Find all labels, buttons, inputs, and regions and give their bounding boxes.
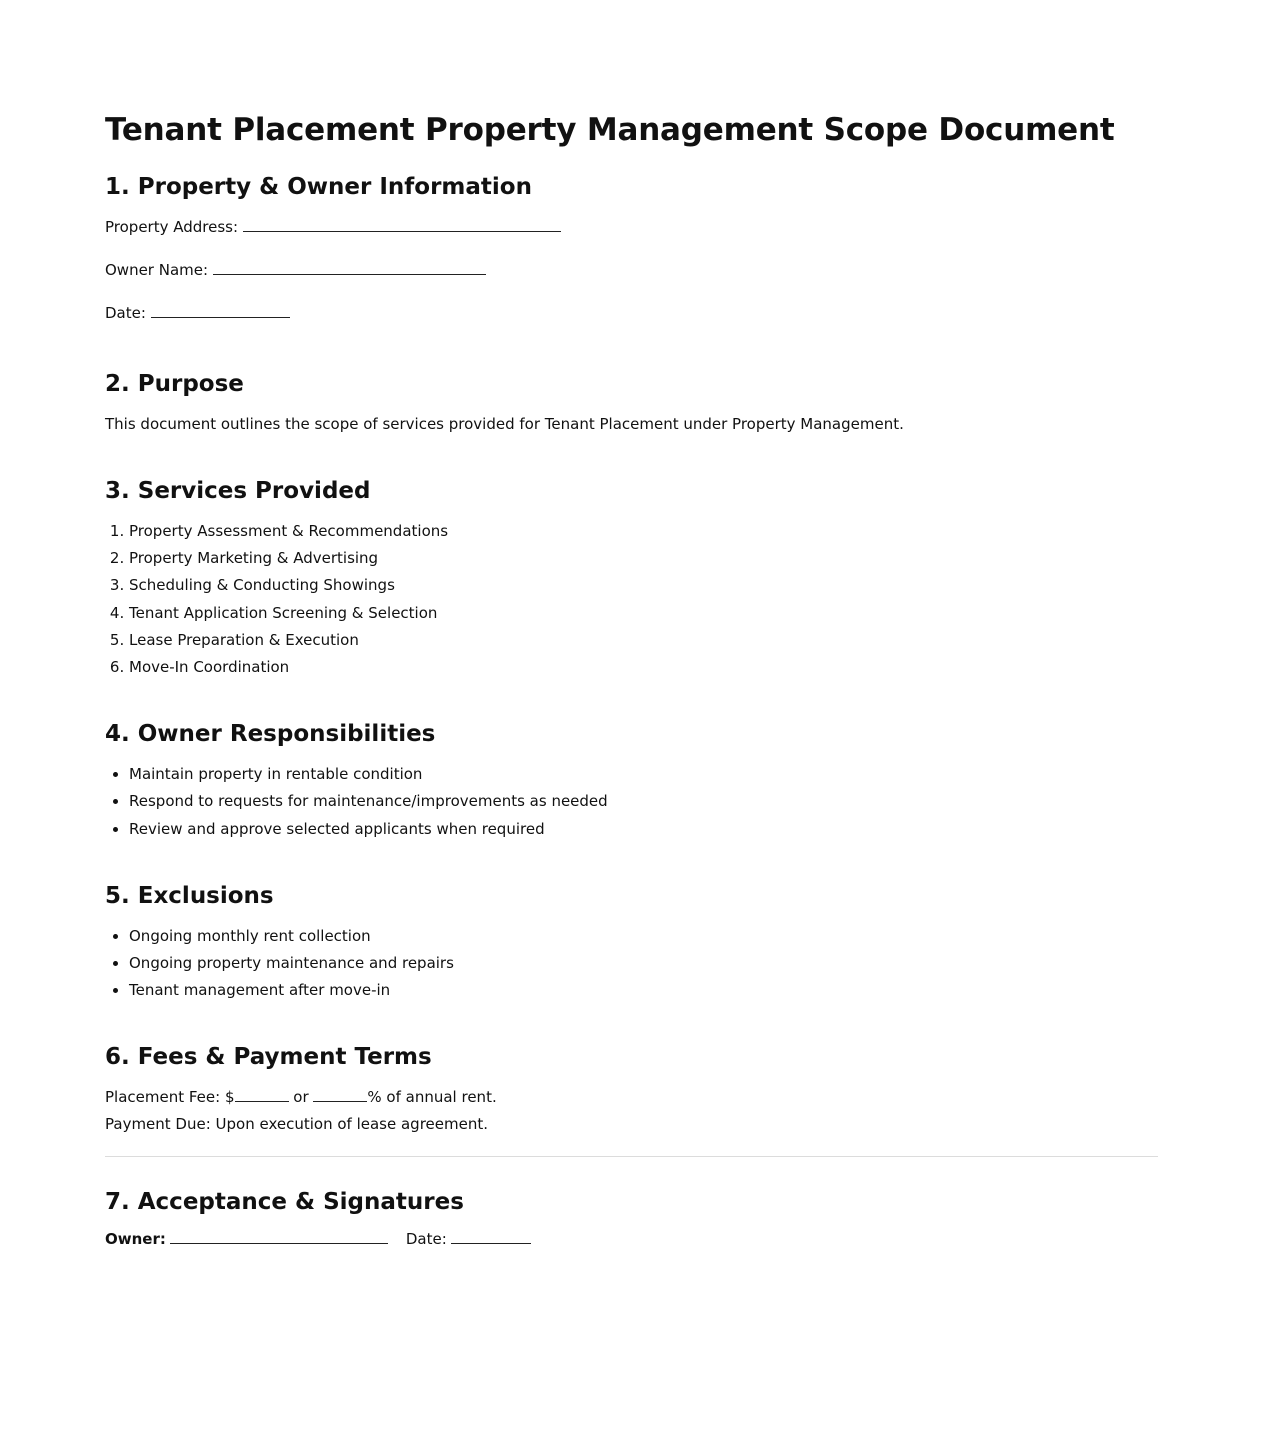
- list-item: • Respond to requests for maintenance/improvements as needed: [129, 788, 1158, 815]
- section-heading: 5. Exclusions: [105, 882, 274, 909]
- owner-signature-label: Owner:: [105, 1230, 166, 1249]
- owner-name-blank[interactable]: [213, 260, 486, 275]
- list-item: 1. Property Assessment & Recommendations: [129, 518, 1158, 545]
- signature-row: [105, 1229, 1158, 1248]
- list-item: 6. Move-In Coordination: [129, 654, 1158, 681]
- section-fees: [105, 1044, 1158, 1138]
- owner-name-label: Owner Name:: [105, 261, 209, 279]
- responsibilities-list: [105, 761, 1158, 843]
- list-item: 3. Scheduling & Conducting Showings: [129, 572, 1158, 599]
- signature-date-label: Date:: [405, 1230, 447, 1249]
- date-field: [105, 300, 1158, 327]
- date-blank[interactable]: [151, 303, 290, 318]
- purpose-text: This document outlines the scope of services provided for Tenant Placement under Property Management.: [105, 415, 904, 433]
- section-heading: 4. Owner Responsibilities: [105, 721, 436, 748]
- section-heading: 1. Property & Owner Information: [105, 174, 532, 200]
- fee-percent-blank[interactable]: [313, 1087, 367, 1102]
- property-address-label: Property Address:: [105, 218, 239, 236]
- payment-due-line: Payment Due: Upon execution of lease agreement.: [105, 1115, 488, 1134]
- list-item: • Tenant management after move-in: [129, 977, 1158, 1004]
- placement-fee-or: or: [288, 1088, 314, 1107]
- section-services: [105, 478, 1158, 681]
- section-owner-responsibilities: [105, 721, 1158, 843]
- section-heading: 6. Fees & Payment Terms: [105, 1044, 432, 1071]
- section-signatures: [105, 1189, 1158, 1248]
- section-purpose: [105, 371, 1158, 438]
- section-heading: 3. Services Provided: [105, 478, 371, 504]
- list-item: 4. Tenant Application Screening & Selection: [129, 600, 1158, 627]
- list-item: • Review and approve selected applicants when required: [129, 816, 1158, 843]
- placement-fee-prefix: Placement Fee: $: [105, 1088, 235, 1107]
- property-address-field: [105, 214, 1158, 241]
- fee-amount-blank[interactable]: [235, 1087, 289, 1102]
- placement-fee-suffix: % of annual rent.: [367, 1088, 497, 1107]
- section-property-owner-info: [105, 174, 1158, 327]
- section-heading: 2. Purpose: [105, 371, 244, 397]
- date-label: Date:: [105, 304, 146, 322]
- document-title: Tenant Placement Property Management Scope Document: [105, 112, 1115, 148]
- section-heading: 7. Acceptance & Signatures: [105, 1189, 464, 1216]
- list-item: 5. Lease Preparation & Execution: [129, 627, 1158, 654]
- owner-signature-blank[interactable]: [170, 1229, 388, 1244]
- owner-name-field: [105, 257, 1158, 284]
- property-address-blank[interactable]: [243, 217, 561, 232]
- services-list: [105, 518, 1158, 681]
- section-divider: [105, 1156, 1158, 1157]
- list-item: • Maintain property in rentable condition: [129, 761, 1158, 788]
- exclusions-list: [105, 923, 1158, 1005]
- placement-fee-line: [105, 1084, 1158, 1111]
- list-item: • Ongoing monthly rent collection: [129, 923, 1158, 950]
- signature-date-blank[interactable]: [451, 1229, 531, 1244]
- list-item: • Ongoing property maintenance and repairs: [129, 950, 1158, 977]
- list-item: 2. Property Marketing & Advertising: [129, 545, 1158, 572]
- section-exclusions: [105, 883, 1158, 1005]
